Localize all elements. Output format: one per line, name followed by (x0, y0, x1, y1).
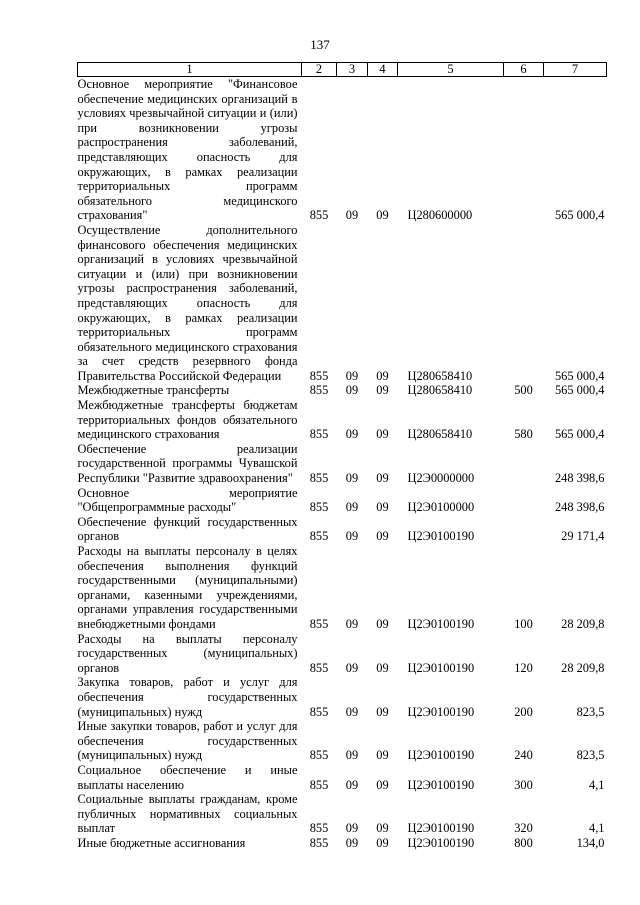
subsection-cell: 09 (376, 821, 389, 836)
grbs-cell: 855 (309, 821, 329, 836)
table-row (78, 632, 607, 676)
table-body (78, 77, 607, 851)
table-row (78, 763, 607, 792)
row-name-cell: Межбюджетные трансферты (77, 383, 230, 398)
grbs-cell: 855 (309, 500, 329, 515)
subsection-cell: 09 (376, 616, 389, 631)
amount-cell: 248 398,6 (554, 500, 605, 515)
target-article-cell: Ц2Э0100190 (407, 529, 475, 544)
amount-cell: 28 209,8 (561, 616, 605, 631)
expense-type-cell: 100 (514, 616, 533, 631)
column-header: 3 (337, 63, 368, 77)
section-cell: 09 (345, 471, 359, 486)
page-number: 137 (310, 37, 330, 52)
section-cell: 09 (345, 777, 359, 792)
row-name-cell: Иные бюджетные ассигнования (77, 835, 246, 850)
column-header: 2 (302, 63, 337, 77)
expense-type-cell: 500 (514, 383, 533, 398)
expense-type-cell: 300 (514, 777, 533, 792)
expense-type-cell (504, 223, 544, 384)
budget-table (77, 62, 607, 850)
section-cell: 09 (345, 748, 359, 763)
section-cell: 09 (345, 383, 359, 398)
subsection-cell: 09 (376, 500, 389, 515)
amount-cell: 565 000,4 (554, 208, 605, 223)
subsection-cell: 09 (376, 368, 389, 383)
expense-type-cell: 120 (514, 660, 533, 675)
subsection-cell: 09 (376, 704, 389, 719)
expense-type-cell (504, 442, 544, 486)
table-row (78, 486, 607, 515)
row-name-cell: Обеспечение реализации государственной программы Чувашской Республики "Развитие здравоохранения" (77, 441, 298, 486)
amount-cell: 4,1 (589, 777, 605, 792)
row-name-cell: Иные закупки товаров, работ и услуг для обеспечения государственных (муниципальных) нужд (77, 719, 298, 763)
row-name-cell: Основное мероприятие "Общепрограммные расходы" (77, 485, 298, 515)
expense-type-cell (504, 77, 544, 223)
table-row (78, 675, 607, 719)
amount-cell: 28 209,8 (561, 660, 605, 675)
expense-type-cell: 800 (514, 835, 533, 850)
grbs-cell: 855 (309, 383, 329, 398)
subsection-cell: 09 (376, 529, 389, 544)
column-header: 7 (544, 63, 607, 77)
row-name-cell: Расходы на выплаты персоналу в целях обеспечения выполнения функций государственными (муниципальными) органами, казенными учреждениями, органами управления государственными внебюджетными фондами (77, 544, 298, 631)
amount-cell: 565 000,4 (554, 383, 605, 398)
section-cell: 09 (345, 616, 359, 631)
target-article-cell: Ц2Э0100190 (407, 777, 475, 792)
section-cell: 09 (345, 704, 359, 719)
section-cell: 09 (345, 368, 359, 383)
grbs-cell: 855 (309, 835, 329, 850)
subsection-cell: 09 (376, 427, 389, 442)
amount-cell: 823,5 (576, 704, 605, 719)
column-header: 5 (398, 63, 504, 77)
target-article-cell: Ц2Э0000000 (407, 471, 475, 486)
table-header-row (78, 63, 607, 77)
row-name-cell: Основное мероприятие "Финансовое обеспечение медицинских организаций в условиях чрезвычайной ситуации и (или) при возникновении угрозы распространения заболеваний, представляющих опасность для окружающих, в рамках реализации территориальных программ обязательного медицинского страхования" (77, 77, 298, 223)
amount-cell: 248 398,6 (554, 471, 605, 486)
section-cell: 09 (345, 500, 359, 515)
subsection-cell: 09 (376, 208, 389, 223)
table-row (78, 442, 607, 486)
table-row (78, 223, 607, 384)
table-row (78, 515, 607, 544)
section-cell: 09 (345, 660, 359, 675)
target-article-cell: Ц2Э0100190 (407, 748, 475, 763)
target-article-cell: Ц280658410 (407, 368, 473, 383)
grbs-cell: 855 (309, 427, 329, 442)
expense-type-cell: 580 (514, 427, 533, 442)
grbs-cell: 855 (309, 368, 329, 383)
section-cell: 09 (345, 821, 359, 836)
amount-cell: 823,5 (576, 748, 605, 763)
target-article-cell: Ц280600000 (407, 208, 473, 223)
target-article-cell: Ц2Э0100190 (407, 660, 475, 675)
grbs-cell: 855 (309, 471, 329, 486)
column-header: 4 (368, 63, 398, 77)
amount-cell: 134,0 (576, 835, 605, 850)
section-cell: 09 (345, 529, 359, 544)
expense-type-cell (504, 486, 544, 515)
grbs-cell: 855 (309, 208, 329, 223)
row-name-cell: Осуществление дополнительного финансового обеспечения медицинских организаций в условиях чрезвычайной ситуации и (или) при возникновении угрозы распространения заболеваний, представляющих опасность для окружающих, в рамках реализации территориальных программ обязательного медицинского страхования за счет средств резервного фонда Правительства Российской Федерации (77, 222, 298, 383)
target-article-cell: Ц2Э0100190 (407, 821, 475, 836)
row-name-cell: Расходы на выплаты персоналу государственных (муниципальных) органов (77, 631, 298, 675)
column-header: 6 (504, 63, 544, 77)
table-row (78, 836, 607, 851)
expense-type-cell: 200 (514, 704, 533, 719)
row-name-cell: Социальное обеспечение и иные выплаты населению (77, 762, 298, 792)
column-header: 1 (78, 63, 302, 77)
expense-type-cell: 240 (514, 748, 533, 763)
subsection-cell: 09 (376, 777, 389, 792)
grbs-cell: 855 (309, 660, 329, 675)
row-name-cell: Закупка товаров, работ и услуг для обеспечения государственных (муниципальных) нужд (77, 675, 298, 719)
amount-cell: 565 000,4 (554, 368, 605, 383)
table-row (78, 792, 607, 836)
expense-type-cell: 320 (514, 821, 533, 836)
subsection-cell: 09 (376, 383, 389, 398)
row-name-cell: Межбюджетные трансферты бюджетам территориальных фондов обязательного медицинского страхования (77, 398, 298, 442)
section-cell: 09 (345, 208, 359, 223)
expense-type-cell (504, 515, 544, 544)
target-article-cell: Ц2Э0100000 (407, 500, 475, 515)
table-row (78, 398, 607, 442)
grbs-cell: 855 (309, 777, 329, 792)
grbs-cell: 855 (309, 616, 329, 631)
amount-cell: 4,1 (589, 821, 605, 836)
subsection-cell: 09 (376, 660, 389, 675)
target-article-cell: Ц280658410 (407, 383, 473, 398)
section-cell: 09 (345, 835, 359, 850)
grbs-cell: 855 (309, 529, 329, 544)
section-cell: 09 (345, 427, 359, 442)
row-name-cell: Социальные выплаты гражданам, кроме публичных нормативных социальных выплат (77, 792, 298, 836)
amount-cell: 29 171,4 (561, 529, 605, 544)
target-article-cell: Ц280658410 (407, 427, 473, 442)
target-article-cell: Ц2Э0100190 (407, 704, 475, 719)
subsection-cell: 09 (376, 471, 389, 486)
table-row (78, 77, 607, 223)
table-row (78, 544, 607, 632)
target-article-cell: Ц2Э0100190 (407, 835, 475, 850)
subsection-cell: 09 (376, 748, 389, 763)
table-row (78, 383, 607, 398)
grbs-cell: 855 (309, 704, 329, 719)
row-name-cell: Обеспечение функций государственных органов (77, 514, 298, 544)
amount-cell: 565 000,4 (554, 427, 605, 442)
grbs-cell: 855 (309, 748, 329, 763)
table-row (78, 719, 607, 763)
target-article-cell: Ц2Э0100190 (407, 616, 475, 631)
subsection-cell: 09 (376, 835, 389, 850)
